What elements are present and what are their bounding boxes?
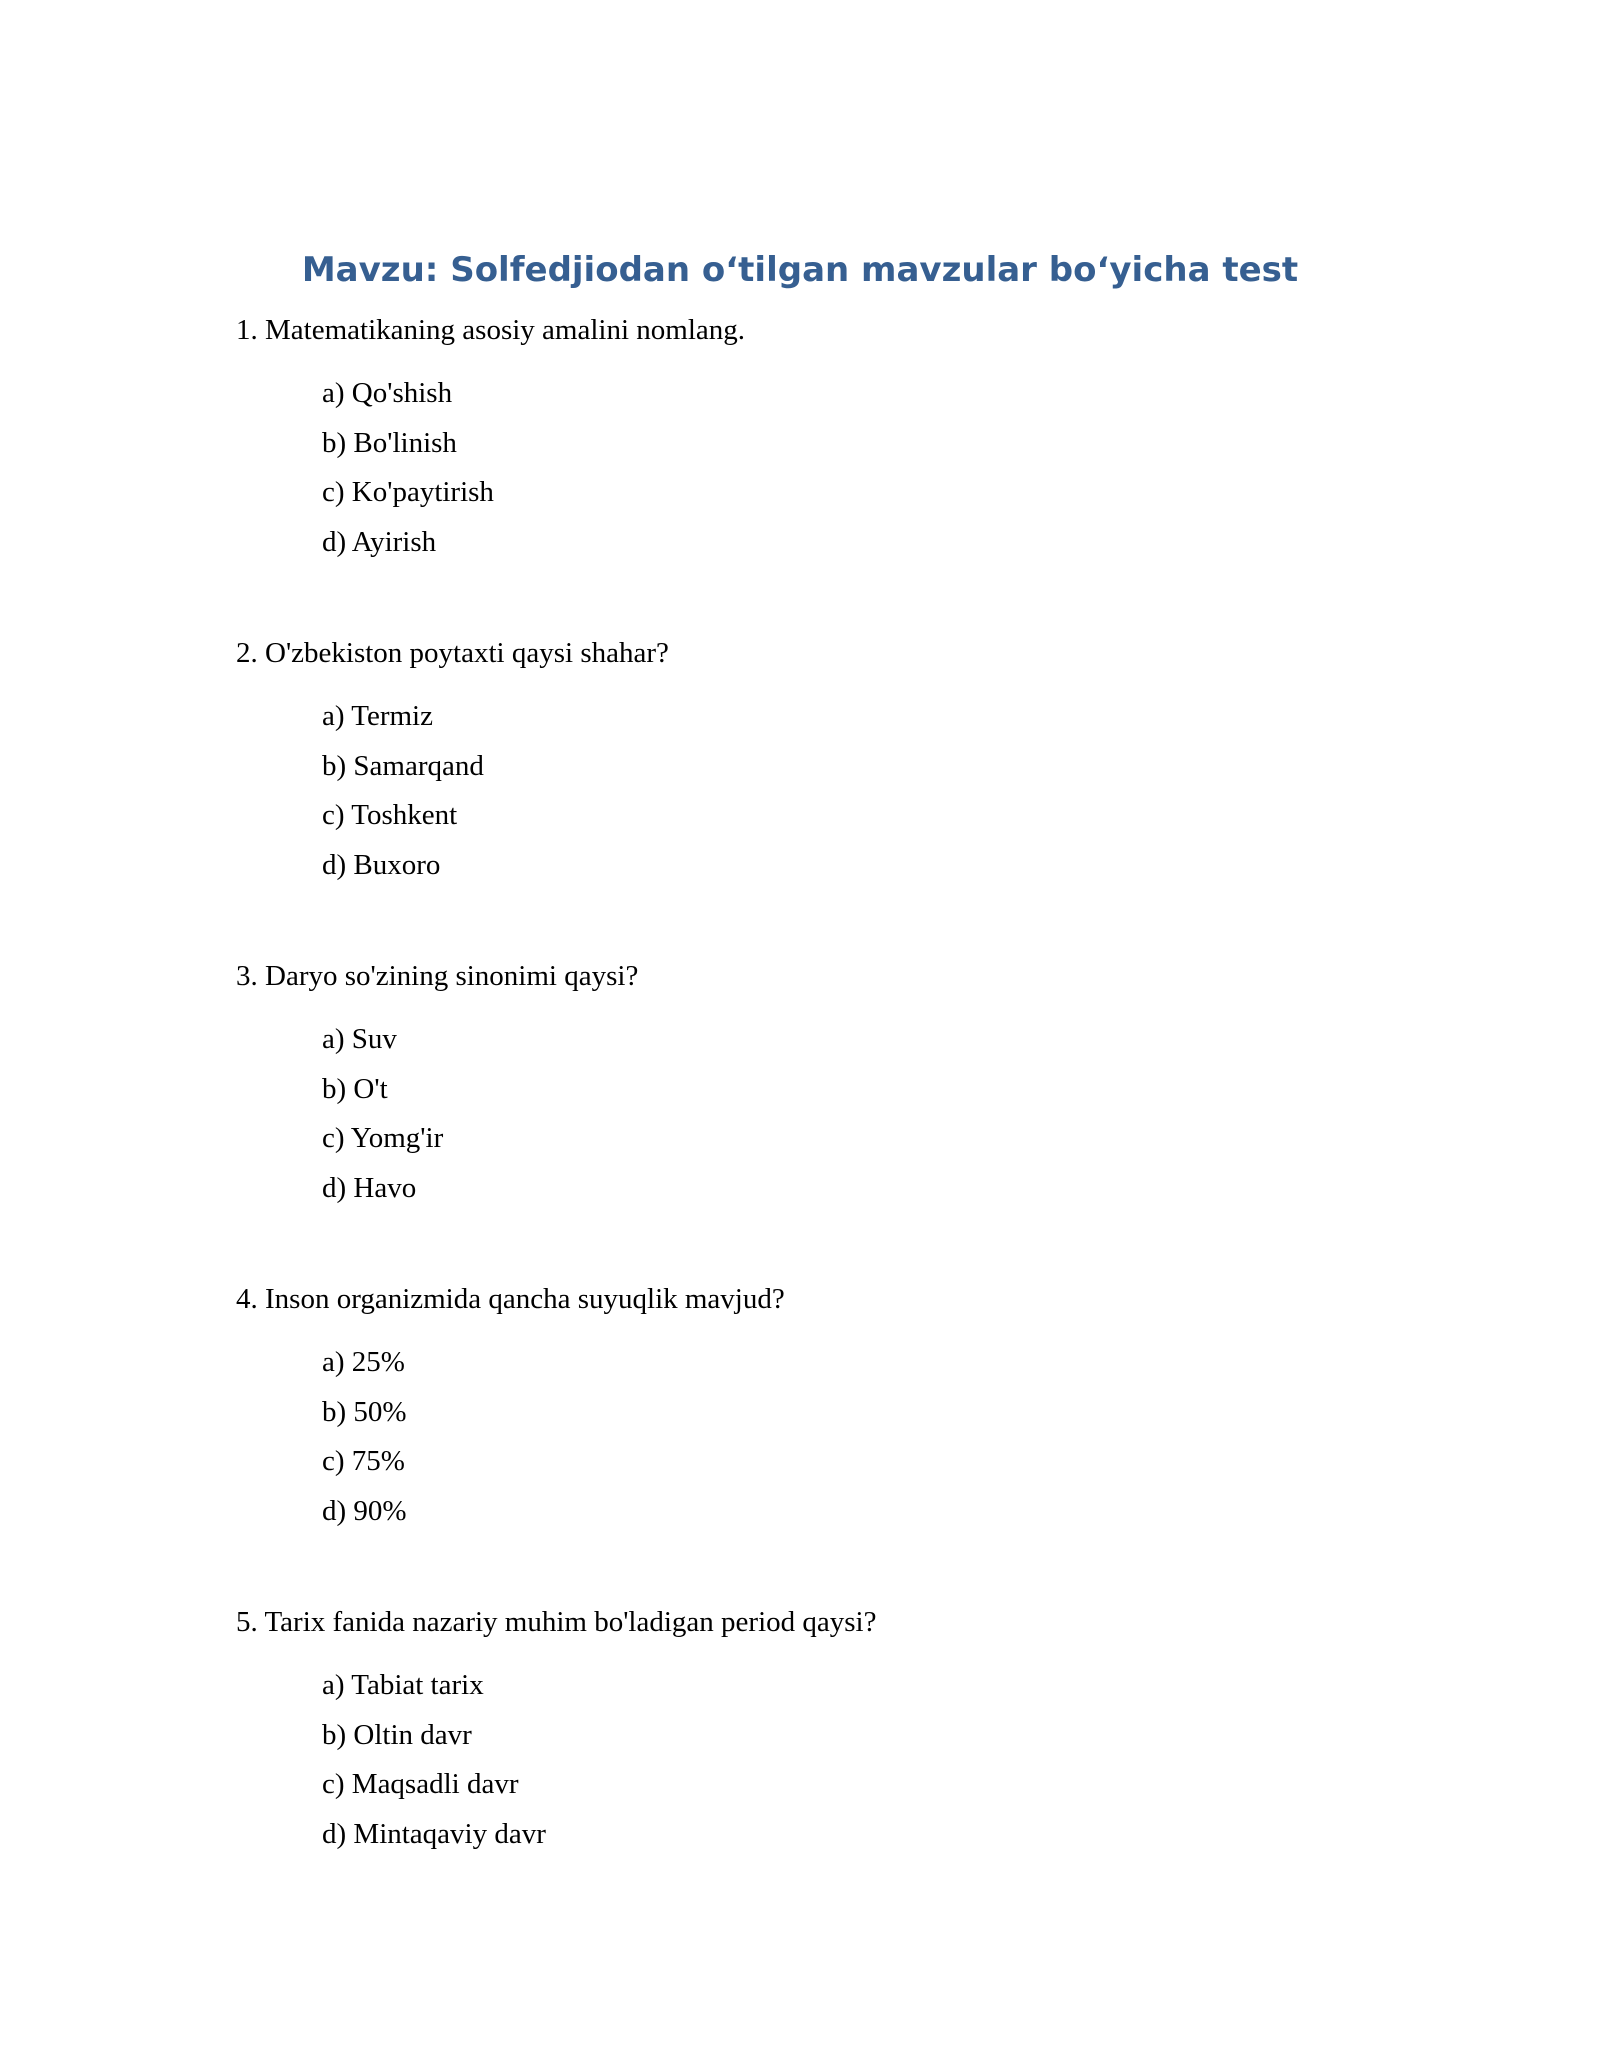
option-c: c) Ko'paytirish bbox=[322, 476, 494, 508]
answer-options bbox=[236, 1338, 1436, 1536]
option-b: b) 50% bbox=[322, 1395, 407, 1428]
answer-options bbox=[236, 369, 1436, 567]
question-text: 1. Matematikaning asosiy amalini nomlang. bbox=[236, 314, 746, 346]
question-text: 5. Tarix fanida nazariy muhim bo'ladigan period qaysi? bbox=[236, 1606, 877, 1638]
option-d: d) Mintaqaviy davr bbox=[322, 1817, 546, 1850]
option-c: c) Maqsadli davr bbox=[322, 1768, 519, 1800]
page-title: Mavzu: Solfedjiodan o‘tilgan mavzular bo‘yicha test bbox=[301, 250, 1299, 290]
option-b: b) Oltin davr bbox=[322, 1718, 472, 1751]
option-b: b) O't bbox=[322, 1072, 388, 1105]
option-a: a) Qo'shish bbox=[322, 377, 453, 409]
option-d: d) Ayirish bbox=[322, 525, 437, 558]
question-text: 4. Inson organizmida qancha suyuqlik mavjud? bbox=[236, 1283, 785, 1315]
question-3 bbox=[236, 958, 1436, 1213]
question-4 bbox=[236, 1281, 1436, 1536]
option-c: c) Toshkent bbox=[322, 799, 458, 831]
option-b: b) Samarqand bbox=[322, 749, 484, 782]
option-d: d) Havo bbox=[322, 1171, 417, 1204]
option-a: a) 25% bbox=[322, 1346, 405, 1378]
option-c: c) 75% bbox=[322, 1445, 405, 1477]
option-b: b) Bo'linish bbox=[322, 426, 457, 459]
option-a: a) Suv bbox=[322, 1023, 397, 1055]
question-1 bbox=[236, 312, 1436, 567]
question-5 bbox=[236, 1604, 1436, 1859]
option-c: c) Yomg'ir bbox=[322, 1122, 444, 1154]
question-text: 3. Daryo so'zining sinonimi qaysi? bbox=[236, 960, 639, 992]
option-d: d) Buxoro bbox=[322, 848, 441, 881]
answer-options bbox=[236, 1661, 1436, 1859]
answer-options bbox=[236, 692, 1436, 890]
answer-options bbox=[236, 1015, 1436, 1213]
question-2 bbox=[236, 635, 1436, 890]
question-text: 2. O'zbekiston poytaxti qaysi shahar? bbox=[236, 637, 669, 669]
option-a: a) Tabiat tarix bbox=[322, 1669, 484, 1701]
option-a: a) Termiz bbox=[322, 700, 433, 732]
option-d: d) 90% bbox=[322, 1494, 407, 1527]
